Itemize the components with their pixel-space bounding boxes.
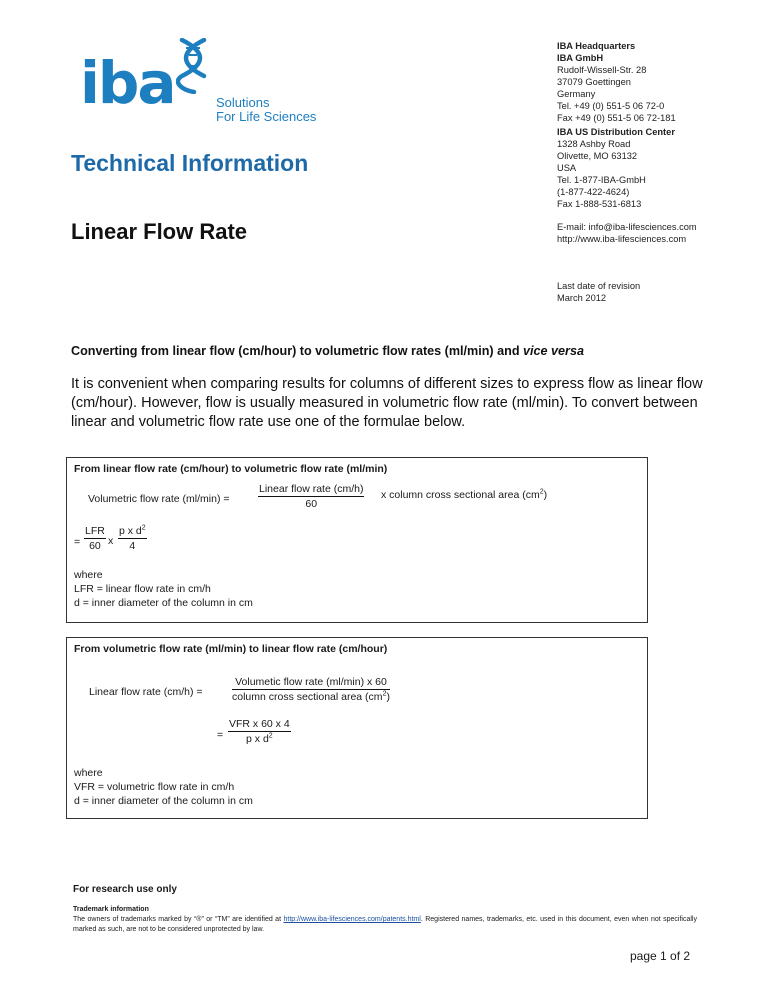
page-number: page 1 of 2 [630,949,691,963]
formula-lhs: Volumetric flow rate (ml/min) = [88,493,230,505]
email-link[interactable]: E-mail: info@iba-lifesciences.com [557,222,697,232]
research-use-notice: For research use only [73,884,177,895]
patents-link[interactable]: http://www.iba-lifesciences.com/patents.html [283,916,421,923]
address-line: Germany [557,89,596,99]
address-line: Rudolf-Wissell-Str. 28 [557,65,647,75]
trademark-text-end: . Registered names, trademarks, etc. used in this document, even when not specifically marked as such, are not to be considered unprotected by law. [73,916,697,933]
dna-helix-icon [176,38,210,94]
website-link[interactable]: http://www.iba-lifesciences.com [557,234,687,244]
denominator-superscript: 2 [268,732,273,740]
where-label: where [74,767,103,779]
headquarters-label: IBA Headquarters [557,41,636,51]
fraction-denominator [228,732,291,745]
revision-label: Last date of revision [557,281,641,291]
logo-tagline [216,96,316,124]
us-center-label: IBA US Distribution Center [557,127,675,137]
equals-sign: = [74,536,81,548]
section-heading-main: Converting from linear flow (cm/hour) to volumetric flow rates (ml/min) and [71,344,524,358]
revision-info [557,280,640,304]
formula-rhs [381,489,547,501]
trademark-title: Trademark information [73,906,149,913]
phone-line: Tel. 1-877-IBA-GmbH [557,175,646,185]
formula-fraction [228,718,291,745]
logo-tagline-line-2: For Life Sciences [216,109,317,124]
address-line: 1328 Ashby Road [557,139,631,149]
formula-fraction [258,483,364,510]
us-distribution-address [557,126,675,210]
rhs-superscript: 2 [539,488,544,496]
address-line: USA [557,163,577,173]
document-title: Linear Flow Rate [71,219,248,244]
numerator-superscript: 2 [141,524,146,532]
definition-lfr: LFR = linear flow rate in cm/h [74,583,211,595]
fraction-numerator: Volumetic flow rate (ml/min) x 60 [232,676,390,690]
document-heading: Technical Information [71,150,309,176]
formula-box-linear-to-volumetric [66,457,648,623]
denominator-close: ) [386,691,390,703]
contact-info [557,221,697,245]
rhs-text: x column cross sectional area (cm [381,489,540,501]
address-line: Olivette, MO 63132 [557,151,638,161]
fraction-numerator: LFR [85,525,105,537]
phone-line: (1-877-422-4624) [557,187,630,197]
fraction-denominator [232,690,390,703]
numerator-text: p x d [119,525,142,537]
rhs-close: ) [543,489,548,501]
phone-line: Tel. +49 (0) 551-5 06 72-0 [557,101,665,111]
definition-diameter: d = inner diameter of the column in cm [74,597,253,609]
formula-fraction [118,525,147,552]
times-sign: x [108,535,114,547]
section-heading [71,344,584,358]
box-title: From linear flow rate (cm/hour) to volumetric flow rate (ml/min) [74,463,388,475]
formula-fraction [84,525,106,552]
iba-logo [80,44,320,124]
fraction-denominator: 60 [89,540,101,552]
trademark-text-start: The owners of trademarks marked by “®” or “TM” are identified at [73,916,284,923]
address-line: 37079 Goettingen [557,77,631,87]
formula-lhs: Linear flow rate (cm/h) = [89,686,203,698]
trademark-text [73,915,697,934]
formula-fraction [232,676,390,703]
fax-line: Fax +49 (0) 551-5 06 72-181 [557,113,676,123]
definition-diameter: d = inner diameter of the column in cm [74,795,253,807]
formula-box-volumetric-to-linear [66,637,648,819]
box-title: From volumetric flow rate (ml/min) to linear flow rate (cm/hour) [74,643,388,655]
headquarters-company: IBA GmbH [557,53,604,63]
denominator-superscript: 2 [382,690,387,698]
intro-paragraph: It is convenient when comparing results for columns of different sizes to express flow as linear flow (cm/hour). However, flow is usually measured in volumetric flow rate (ml/min). To convert between linear and volumetric flow rate use one of the formulae below. [71,376,703,430]
fraction-numerator [118,525,147,539]
where-label: where [74,569,103,581]
fraction-numerator: Linear flow rate (cm/h) [259,483,364,495]
logo-tagline-line-1: Solutions [216,95,270,110]
section-heading-emphasis: vice versa [523,344,584,358]
denominator-text: column cross sectional area (cm [232,691,383,703]
denominator-text: p x d [246,733,269,745]
fraction-numerator: VFR x 60 x 4 [229,718,290,730]
fax-line: Fax 1-888-531-6813 [557,199,642,209]
definition-vfr: VFR = volumetric flow rate in cm/h [74,781,235,793]
revision-date: March 2012 [557,293,607,303]
equals-sign: = [217,729,224,741]
fraction-denominator: 4 [129,540,136,552]
headquarters-address [557,40,676,124]
fraction-denominator: 60 [305,498,318,510]
logo-word: iba [80,49,175,117]
